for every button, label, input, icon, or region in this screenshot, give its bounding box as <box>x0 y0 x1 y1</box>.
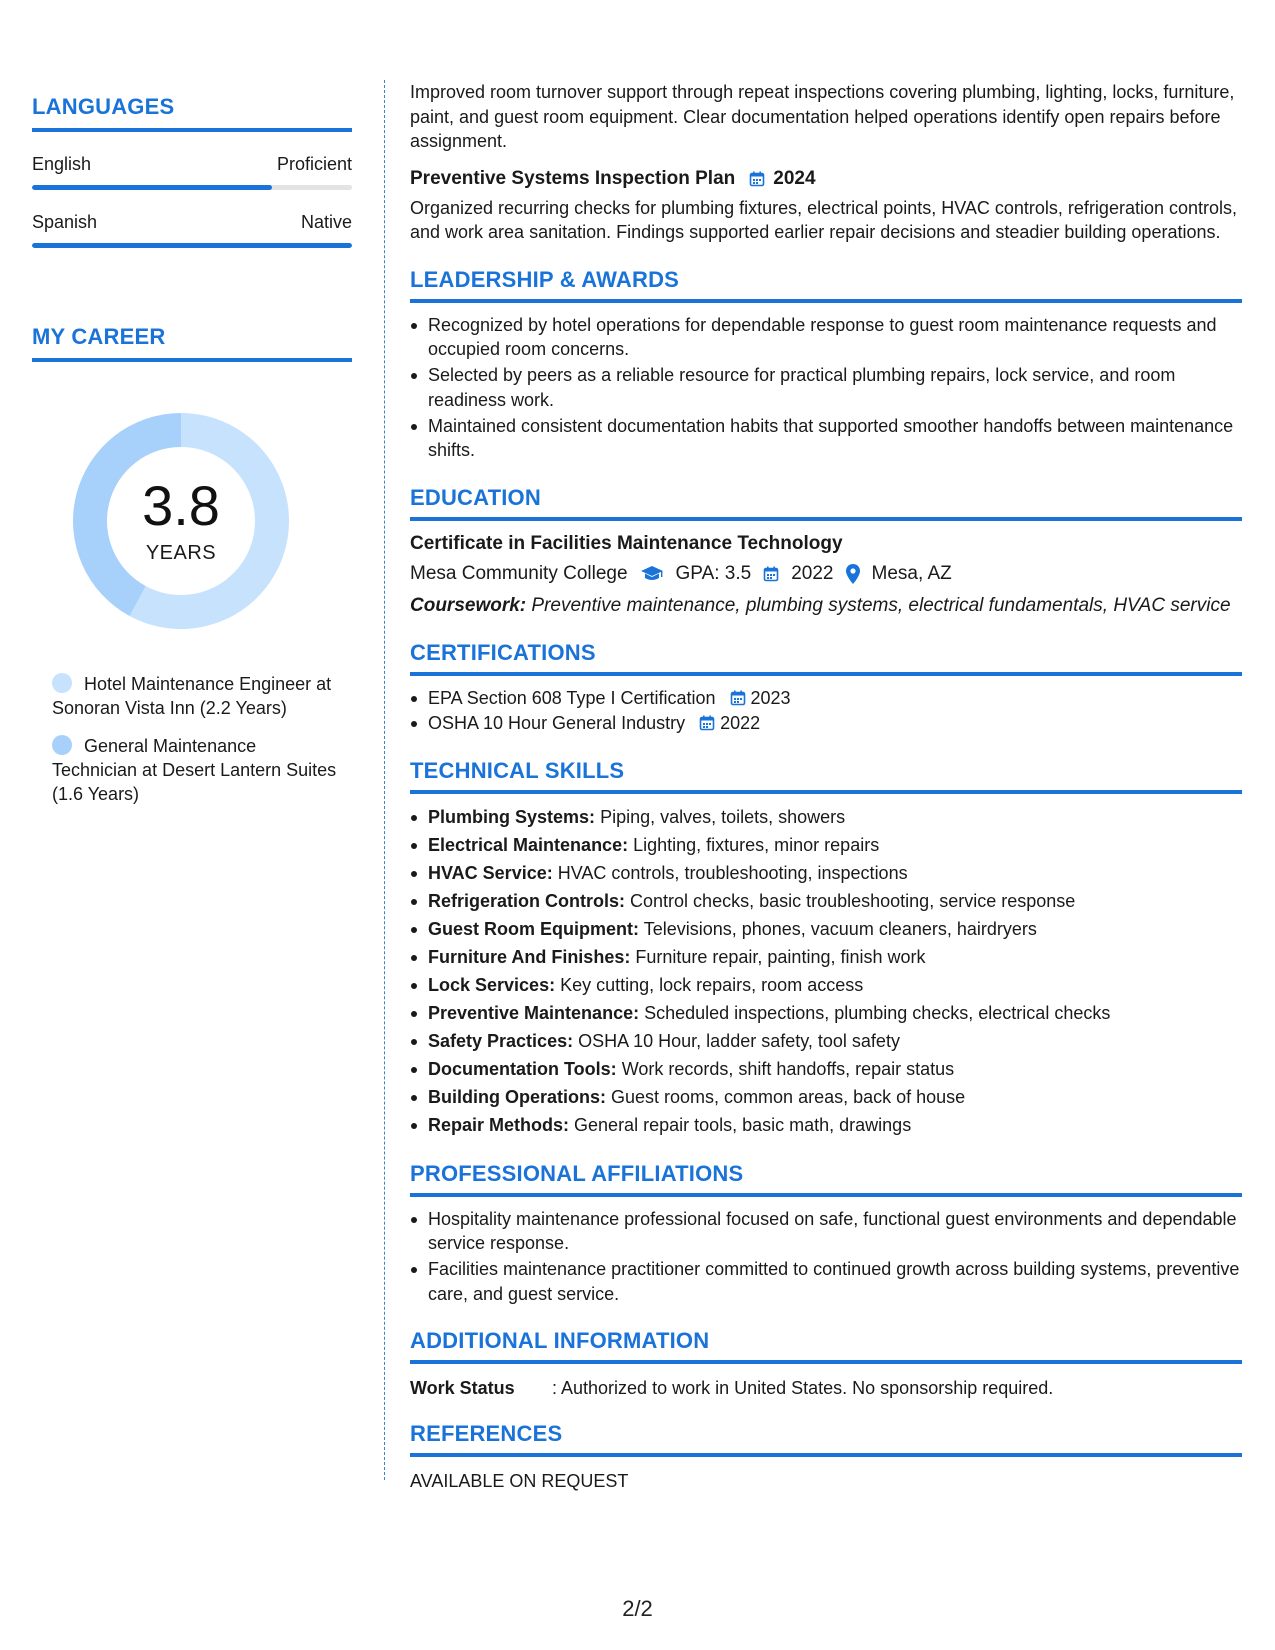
skill-item <box>410 888 1242 915</box>
graduation-year: 2022 <box>791 562 834 584</box>
skill-detail: Scheduled inspections, plumbing checks, electrical checks <box>644 1002 1111 1023</box>
certifications-section <box>410 640 1242 736</box>
calendar-icon <box>749 171 765 187</box>
list-item: Recognized by hotel operations for dependable response to guest room maintenance requests and occupied room concerns. <box>410 313 1242 362</box>
references-text: AVAILABLE ON REQUEST <box>410 1471 629 1491</box>
skill-name: Plumbing Systems: <box>428 806 596 827</box>
coursework <box>410 593 1242 618</box>
education-meta <box>410 563 1242 585</box>
skill-item <box>410 1056 1242 1083</box>
skill-detail: Furniture repair, painting, finish work <box>635 946 926 967</box>
certification-year: 2023 <box>750 687 791 708</box>
language-bar-fill <box>32 185 272 190</box>
skill-detail: Control checks, basic troubleshooting, service response <box>630 890 1076 911</box>
skill-item <box>410 1112 1242 1139</box>
career-donut-chart <box>66 406 296 636</box>
skill-item <box>410 832 1242 859</box>
school-location: Mesa, AZ <box>871 562 952 584</box>
language-level: Proficient <box>276 154 352 174</box>
project-title-row <box>410 168 1242 190</box>
left-column <box>32 94 352 820</box>
certification-year: 2022 <box>720 713 761 733</box>
language-bar <box>32 243 352 248</box>
education-heading: EDUCATION <box>410 485 1242 521</box>
page-number: 2/2 <box>622 1596 653 1621</box>
work-status-label: Work Status <box>410 1378 515 1398</box>
skill-name: Safety Practices: <box>428 1030 574 1051</box>
references-heading: REFERENCES <box>410 1421 1242 1457</box>
career-legend-item <box>52 672 342 720</box>
skill-detail: Lighting, fixtures, minor repairs <box>633 834 880 855</box>
skill-detail: Guest rooms, common areas, back of house <box>611 1086 966 1107</box>
skill-name: HVAC Service: <box>428 862 553 883</box>
education-section <box>410 485 1242 618</box>
language-name: English <box>32 154 92 174</box>
legend-dot <box>52 735 72 755</box>
additional-heading: ADDITIONAL INFORMATION <box>410 1328 1242 1364</box>
work-status-row <box>410 1378 1242 1399</box>
right-column <box>410 80 1242 1492</box>
affiliations-heading: PROFESSIONAL AFFILIATIONS <box>410 1161 1242 1197</box>
legend-label: General Maintenance Technician at Desert Lantern Suites (1.6 Years) <box>52 736 337 804</box>
leadership-heading: LEADERSHIP & AWARDS <box>410 267 1242 303</box>
work-status-value: : Authorized to work in United States. No sponsorship required. <box>552 1378 1054 1398</box>
list-item: Hospitality maintenance professional focused on safe, functional guest environments and dependable service response. <box>410 1207 1242 1256</box>
skill-name: Refrigeration Controls: <box>428 890 626 911</box>
skill-detail: General repair tools, basic math, drawings <box>574 1114 912 1135</box>
affiliations-section <box>410 1161 1242 1307</box>
list-item <box>410 711 1242 736</box>
project-date: 2024 <box>773 167 816 189</box>
skill-item <box>410 1084 1242 1111</box>
list-item: Selected by peers as a reliable resource for practical plumbing repairs, lock service, and room readiness work. <box>410 363 1242 412</box>
skill-item <box>410 916 1242 943</box>
career-legend-item <box>52 734 342 806</box>
skill-name: Building Operations: <box>428 1086 606 1107</box>
column-divider <box>384 80 385 1480</box>
career-total-label: YEARS <box>145 541 217 564</box>
language-bar <box>32 185 352 190</box>
graduation-cap-icon <box>640 565 664 583</box>
certification-name: EPA Section 608 Type I Certification <box>428 687 716 708</box>
list-item: Maintained consistent documentation habits that supported smoother handoffs between maintenance shifts. <box>410 414 1242 463</box>
calendar-icon <box>730 690 746 706</box>
calendar-icon <box>699 715 715 731</box>
skill-item <box>410 1000 1242 1027</box>
skill-name: Furniture And Finishes: <box>428 946 631 967</box>
language-english <box>32 154 352 190</box>
skill-item <box>410 860 1242 887</box>
language-bar-fill <box>32 243 352 248</box>
skill-name: Preventive Maintenance: <box>428 1002 640 1023</box>
skill-detail: Key cutting, lock repairs, room access <box>560 974 864 995</box>
skill-detail: HVAC controls, troubleshooting, inspections <box>557 862 908 883</box>
references-section <box>410 1421 1242 1492</box>
coursework-text: Preventive maintenance, plumbing systems, electrical fundamentals, HVAC service <box>531 594 1231 616</box>
skill-name: Documentation Tools: <box>428 1058 617 1079</box>
skill-detail: Work records, shift handoffs, repair status <box>621 1058 955 1079</box>
skill-name: Guest Room Equipment: <box>428 918 639 939</box>
career-legend <box>32 672 352 806</box>
career-total-value: 3.8 <box>142 473 220 537</box>
calendar-icon <box>763 566 779 582</box>
gpa: GPA: 3.5 <box>675 562 752 584</box>
leadership-section <box>410 267 1242 463</box>
project-intro: Improved room turnover support through repeat inspections covering plumbing, lighting, locks, furniture, paint, and guest room equipment. Clear documentation helped operations identify open repairs before assignment. <box>410 82 1235 151</box>
project-description: Organized recurring checks for plumbing fixtures, electrical points, HVAC controls, refrigeration controls, and work area sanitation. Findings supported earlier repair decisions and steadier building operations. <box>410 197 1238 242</box>
certifications-heading: CERTIFICATIONS <box>410 640 1242 676</box>
skill-item <box>410 944 1242 971</box>
degree-title: Certificate in Facilities Maintenance Technology <box>410 532 843 554</box>
additional-section <box>410 1328 1242 1399</box>
language-spanish <box>32 212 352 248</box>
skill-name: Electrical Maintenance: <box>428 834 629 855</box>
list-item: Facilities maintenance practitioner committed to continued growth across building systems, preventive care, and guest service. <box>410 1257 1242 1306</box>
skill-name: Lock Services: <box>428 974 556 995</box>
skills-heading: TECHNICAL SKILLS <box>410 758 1242 794</box>
skill-item <box>410 804 1242 831</box>
skill-detail: OSHA 10 Hour, ladder safety, tool safety <box>578 1030 900 1051</box>
skills-section <box>410 758 1242 1139</box>
certification-name: OSHA 10 Hour General Industry <box>428 713 686 733</box>
career-heading: MY CAREER <box>32 324 352 362</box>
skill-name: Repair Methods: <box>428 1114 570 1135</box>
coursework-label: Coursework: <box>410 594 527 616</box>
language-level: Native <box>300 212 352 232</box>
school-name: Mesa Community College <box>410 562 628 584</box>
project-title: Preventive Systems Inspection Plan <box>410 167 736 189</box>
skill-detail: Televisions, phones, vacuum cleaners, hairdryers <box>643 918 1037 939</box>
languages-heading: LANGUAGES <box>32 94 352 132</box>
skill-detail: Piping, valves, toilets, showers <box>600 806 846 827</box>
legend-label: Hotel Maintenance Engineer at Sonoran Vista Inn (2.2 Years) <box>52 674 332 718</box>
language-name: Spanish <box>32 212 98 232</box>
skill-item <box>410 1028 1242 1055</box>
skill-item <box>410 972 1242 999</box>
list-item <box>410 686 1242 711</box>
location-pin-icon <box>846 564 860 584</box>
legend-dot <box>52 673 72 693</box>
